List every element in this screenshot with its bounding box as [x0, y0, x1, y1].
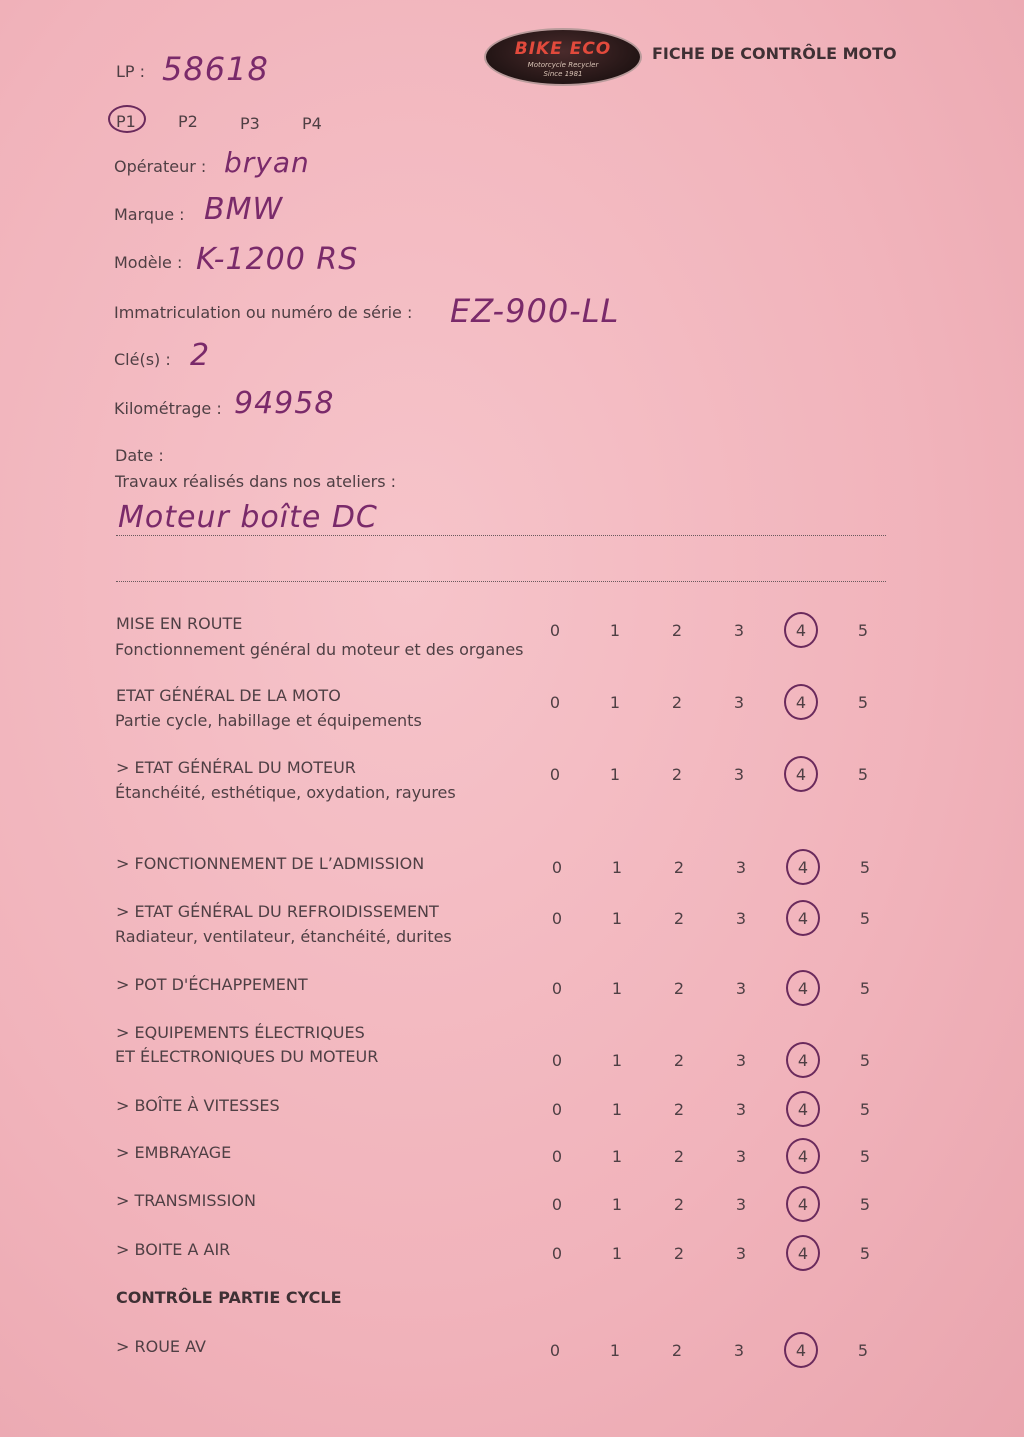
score-option-2[interactable]: 2 — [671, 693, 683, 712]
score-option-4[interactable]: 4 — [797, 979, 809, 998]
score-option-3[interactable]: 3 — [735, 909, 747, 928]
score-option-4[interactable]: 4 — [797, 1147, 809, 1166]
score-option-0[interactable]: 0 — [549, 693, 561, 712]
row-title: > POT D'ÉCHAPPEMENT — [116, 975, 308, 994]
selected-score-circle — [784, 684, 818, 720]
selected-score-circle — [786, 1138, 820, 1174]
score-option-2[interactable]: 2 — [673, 979, 685, 998]
score-option-4[interactable]: 4 — [797, 1195, 809, 1214]
score-option-2[interactable]: 2 — [673, 1100, 685, 1119]
keys-value[interactable]: 2 — [190, 338, 211, 373]
score-option-0[interactable]: 0 — [551, 979, 563, 998]
score-option-5[interactable]: 5 — [859, 1244, 871, 1263]
position-p4[interactable]: P4 — [302, 114, 322, 133]
model-value[interactable]: K-1200 RS — [196, 242, 359, 277]
score-option-2[interactable]: 2 — [671, 621, 683, 640]
score-option-0[interactable]: 0 — [551, 1244, 563, 1263]
dotted-line-2 — [116, 581, 886, 582]
row-title: ETAT GÉNÉRAL DE LA MOTO — [116, 686, 341, 705]
logo-sub-1: Motorcycle Recycler — [527, 61, 599, 69]
selected-score-circle — [786, 900, 820, 936]
score-option-5[interactable]: 5 — [857, 621, 869, 640]
score-option-1[interactable]: 1 — [611, 1195, 623, 1214]
score-option-3[interactable]: 3 — [733, 1341, 745, 1360]
travaux-label: Travaux réalisés dans nos ateliers : — [115, 472, 397, 491]
score-option-4[interactable]: 4 — [797, 1051, 809, 1070]
bike-eco-logo — [484, 28, 642, 86]
score-option-3[interactable]: 3 — [735, 1195, 747, 1214]
row-subtitle: ET ÉLECTRONIQUES DU MOTEUR — [115, 1047, 379, 1066]
score-option-4[interactable]: 4 — [797, 909, 809, 928]
row-title: > BOÎTE À VITESSES — [116, 1096, 280, 1115]
score-option-4[interactable]: 4 — [797, 1100, 809, 1119]
score-option-2[interactable]: 2 — [673, 1244, 685, 1263]
score-option-4[interactable]: 4 — [795, 1341, 807, 1360]
score-option-0[interactable]: 0 — [551, 1051, 563, 1070]
score-option-5[interactable]: 5 — [859, 1051, 871, 1070]
selected-score-circle — [786, 970, 820, 1006]
score-option-1[interactable]: 1 — [611, 1100, 623, 1119]
score-option-1[interactable]: 1 — [611, 1051, 623, 1070]
score-option-3[interactable]: 3 — [735, 1100, 747, 1119]
selected-score-circle — [784, 756, 818, 792]
selected-score-circle — [784, 612, 818, 648]
score-option-1[interactable]: 1 — [611, 979, 623, 998]
score-option-5[interactable]: 5 — [859, 858, 871, 877]
score-option-5[interactable]: 5 — [859, 909, 871, 928]
score-option-3[interactable]: 3 — [735, 979, 747, 998]
score-option-1[interactable]: 1 — [611, 1147, 623, 1166]
score-option-5[interactable]: 5 — [857, 765, 869, 784]
score-option-1[interactable]: 1 — [609, 621, 621, 640]
score-option-4[interactable]: 4 — [795, 621, 807, 640]
score-option-0[interactable]: 0 — [551, 1147, 563, 1166]
lp-label: LP : — [116, 62, 146, 81]
selected-score-circle — [784, 1332, 818, 1368]
row-subtitle: Partie cycle, habillage et équipements — [115, 711, 422, 730]
score-option-2[interactable]: 2 — [673, 858, 685, 877]
row-subtitle: Étanchéité, esthétique, oxydation, rayures — [115, 783, 456, 802]
model-label: Modèle : — [114, 253, 183, 272]
selected-score-circle — [786, 849, 820, 885]
row-title: > EQUIPEMENTS ÉLECTRIQUES — [116, 1023, 365, 1042]
row-title: > FONCTIONNEMENT DE L’ADMISSION — [116, 854, 425, 873]
score-option-2[interactable]: 2 — [673, 1147, 685, 1166]
position-p1[interactable]: P1 — [116, 112, 136, 131]
row-subtitle: Radiateur, ventilateur, étanchéité, durites — [115, 927, 452, 946]
row-title: > TRANSMISSION — [116, 1191, 256, 1210]
score-option-0[interactable]: 0 — [551, 858, 563, 877]
score-option-1[interactable]: 1 — [611, 858, 623, 877]
operator-label: Opérateur : — [114, 157, 207, 176]
score-option-0[interactable]: 0 — [551, 1100, 563, 1119]
row-title: MISE EN ROUTE — [116, 614, 243, 633]
score-option-0[interactable]: 0 — [549, 1341, 561, 1360]
date-label: Date : — [115, 446, 164, 465]
score-option-4[interactable]: 4 — [795, 765, 807, 784]
score-option-3[interactable]: 3 — [733, 765, 745, 784]
lp-value: 58618 — [162, 50, 269, 88]
row-title: > ETAT GÉNÉRAL DU MOTEUR — [116, 758, 356, 777]
mileage-label: Kilométrage : — [114, 399, 222, 418]
position-p3[interactable]: P3 — [240, 114, 260, 133]
operator-value[interactable]: bryan — [224, 146, 310, 179]
score-option-1[interactable]: 1 — [609, 1341, 621, 1360]
keys-label: Clé(s) : — [114, 350, 171, 369]
score-option-4[interactable]: 4 — [795, 693, 807, 712]
score-option-3[interactable]: 3 — [733, 693, 745, 712]
score-option-3[interactable]: 3 — [735, 858, 747, 877]
logo-sub-2: Since 1981 — [543, 70, 583, 78]
score-option-5[interactable]: 5 — [859, 1195, 871, 1214]
position-p2[interactable]: P2 — [178, 112, 198, 131]
score-option-2[interactable]: 2 — [673, 909, 685, 928]
travaux-value[interactable]: Moteur boîte DC — [118, 500, 378, 535]
logo-sub — [486, 61, 640, 79]
row-title: > BOITE A AIR — [116, 1240, 231, 1259]
mileage-value[interactable]: 94958 — [234, 386, 335, 421]
score-option-4[interactable]: 4 — [797, 1244, 809, 1263]
score-option-5[interactable]: 5 — [857, 693, 869, 712]
fiche-title: FICHE DE CONTRÔLE MOTO — [652, 44, 897, 63]
row-title: > ETAT GÉNÉRAL DU REFROIDISSEMENT — [116, 902, 439, 921]
row-subtitle: Fonctionnement général du moteur et des organes — [115, 640, 524, 659]
score-option-1[interactable]: 1 — [609, 765, 621, 784]
score-option-1[interactable]: 1 — [609, 693, 621, 712]
score-option-1[interactable]: 1 — [611, 1244, 623, 1263]
score-option-2[interactable]: 2 — [673, 1195, 685, 1214]
brand-value[interactable]: BMW — [204, 192, 284, 227]
score-option-5[interactable]: 5 — [859, 1147, 871, 1166]
score-option-0[interactable]: 0 — [549, 765, 561, 784]
selected-score-circle — [786, 1235, 820, 1271]
score-option-2[interactable]: 2 — [671, 765, 683, 784]
brand-label: Marque : — [114, 205, 185, 224]
score-option-5[interactable]: 5 — [859, 1100, 871, 1119]
row-title: > EMBRAYAGE — [116, 1143, 232, 1162]
score-option-1[interactable]: 1 — [611, 909, 623, 928]
score-option-3[interactable]: 3 — [735, 1244, 747, 1263]
score-option-4[interactable]: 4 — [797, 858, 809, 877]
dotted-line-1 — [116, 535, 886, 536]
row-title: > ROUE AV — [116, 1337, 206, 1356]
score-option-0[interactable]: 0 — [549, 621, 561, 640]
selected-score-circle — [786, 1186, 820, 1222]
score-option-5[interactable]: 5 — [857, 1341, 869, 1360]
registration-value[interactable]: EZ-900-LL — [450, 292, 620, 330]
score-option-0[interactable]: 0 — [551, 909, 563, 928]
selected-score-circle — [786, 1091, 820, 1127]
score-option-3[interactable]: 3 — [733, 621, 745, 640]
score-option-3[interactable]: 3 — [735, 1147, 747, 1166]
section-cycle-title: CONTRÔLE PARTIE CYCLE — [116, 1288, 342, 1307]
selected-score-circle — [786, 1042, 820, 1078]
score-option-2[interactable]: 2 — [671, 1341, 683, 1360]
score-option-5[interactable]: 5 — [859, 979, 871, 998]
score-option-2[interactable]: 2 — [673, 1051, 685, 1070]
logo-brand: BIKE ECO — [514, 39, 612, 59]
score-option-3[interactable]: 3 — [735, 1051, 747, 1070]
registration-label: Immatriculation ou numéro de série : — [114, 303, 413, 322]
score-option-0[interactable]: 0 — [551, 1195, 563, 1214]
